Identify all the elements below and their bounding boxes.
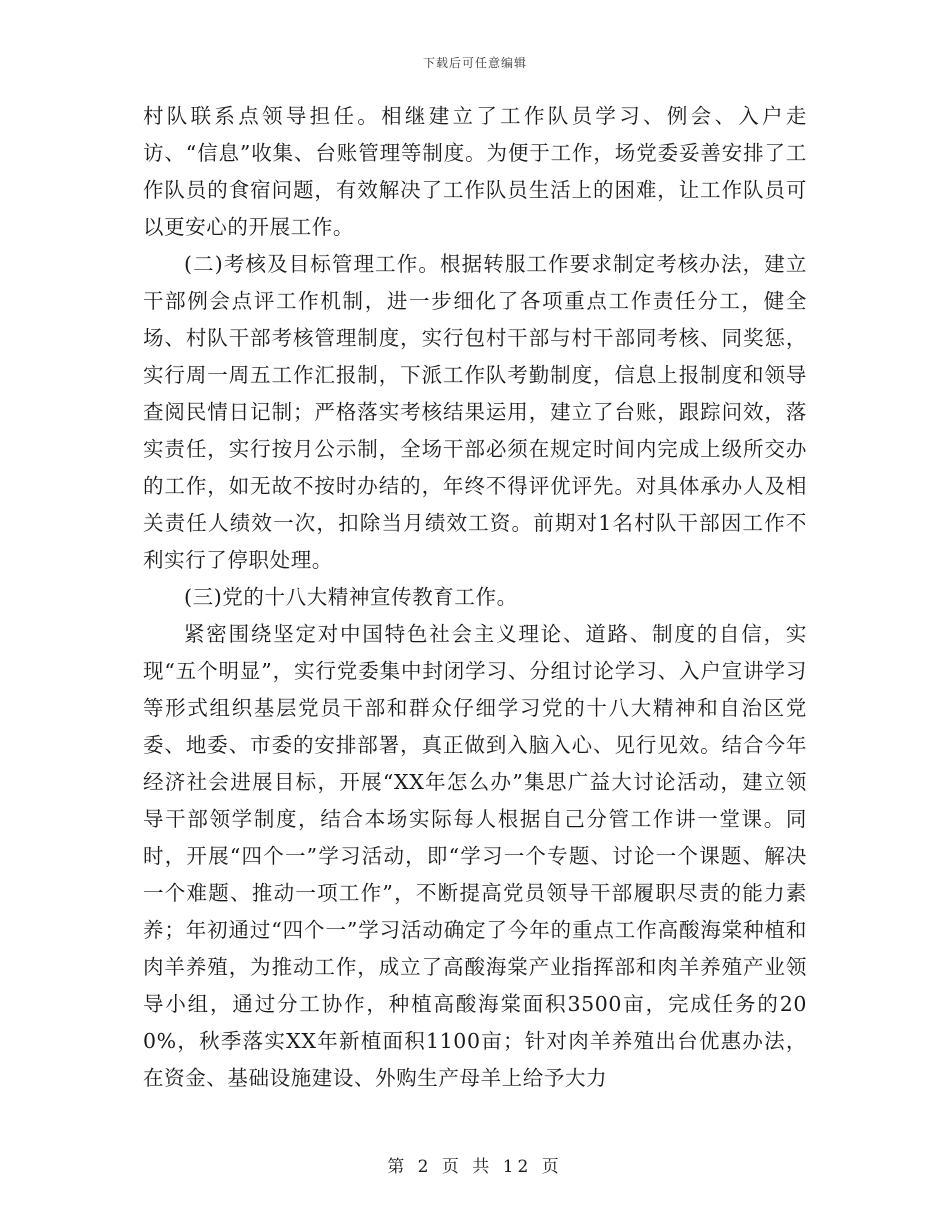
page-number-footer: 第 2 页 共 12 页 <box>387 1157 563 1177</box>
document-body <box>143 98 807 1097</box>
paragraph-education: 紧密围绕坚定对中国特色社会主义理论、道路、制度的自信，实现“五个明显”，实行党委集中封闭学习、分组讨论学习、入户宣讲学习等形式组织基层党员干部和群众仔细学习党的十八大精神和自治区党委、地委、市委的安排部署，真正做到入脑入心、见行见效。结合今年经济社会进展目标，开展“XX年怎么办”集思广益大讨论活动，建立领导干部领学制度，结合本场实际每人根据自己分管工作讲一堂课。同时，开展“四个一”学习活动，即“学习一个专题、讨论一个课题、解决一个难题、推动一项工作”，不断提高党员领导干部履职尽责的能力素养；年初通过“四个一”学习活动确定了今年的重点工作高酸海棠种植和肉羊养殖，为推动工作，成立了高酸海棠产业指挥部和肉羊养殖产业领导小组，通过分工协作，种植高酸海棠面积3500亩，完成任务的200%，秋季落实XX年新植面积1100亩；针对肉羊养殖出台优惠办法，在资金、基础设施建设、外购生产母羊上给予大力 <box>143 622 807 1090</box>
paragraph-continuation: 村队联系点领导担任。相继建立了工作队员学习、例会、入户走访、“信息”收集、台账管理等制度。为便于工作，场党委妥善安排了工作队员的食宿问题，有效解决了工作队员生活上的困难，让工作队员可以更安心的开展工作。 <box>143 104 807 239</box>
paragraph-section-heading: (三)党的十八大精神宣传教育工作。 <box>184 585 518 609</box>
page-header: 下载后可任意编辑 <box>422 56 527 70</box>
paragraph-assessment: (二)考核及目标管理工作。根据转服工作要求制定考核办法，建立干部例会点评工作机制，进一步细化了各项重点工作责任分工，健全场、村队干部考核管理制度，实行包村干部与村干部同考核、同奖惩，实行周一周五工作汇报制，下派工作队考勤制度，信息上报制度和领导查阅民情日记制；严格落实考核结果运用，建立了台账，跟踪问效，落实责任，实行按月公示制，全场干部必须在规定时间内完成上级所交办的工作，如无故不按时办结的，年终不得评优评先。对具体承办人及相关责任人绩效一次，扣除当月绩效工资。前期对1名村队干部因工作不利实行了停职处理。 <box>143 252 807 572</box>
